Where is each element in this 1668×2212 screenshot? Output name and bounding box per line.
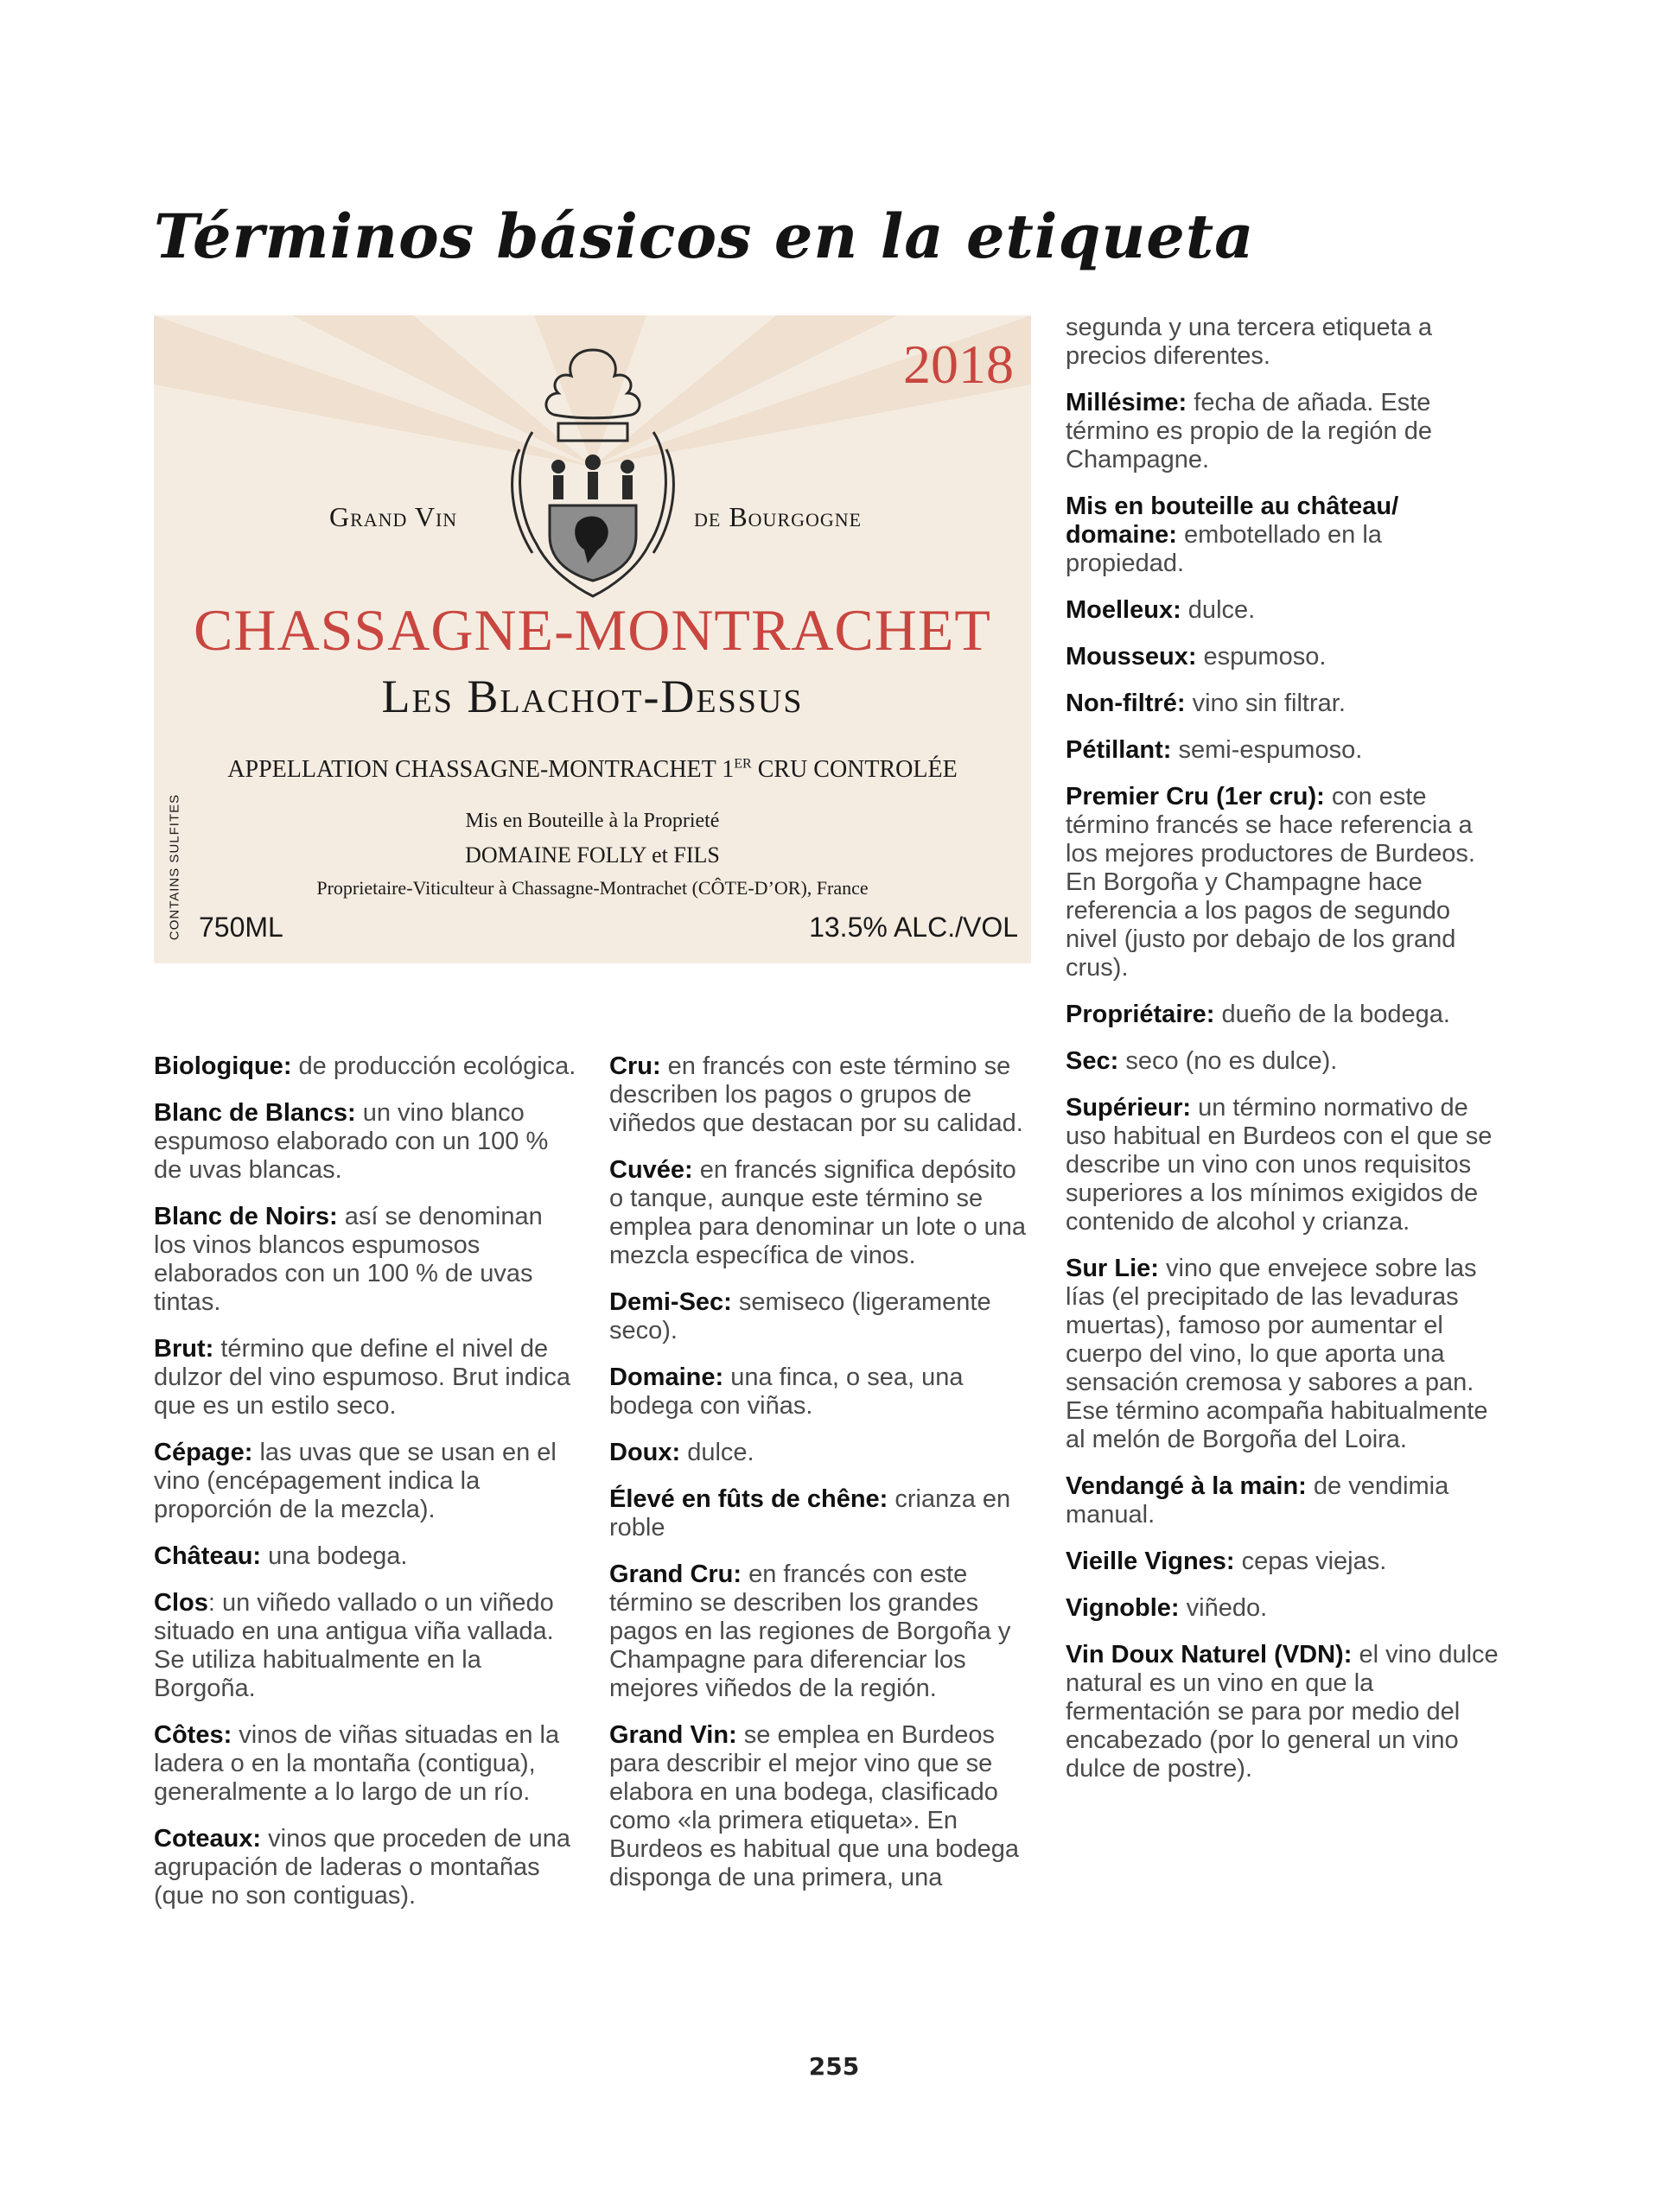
glossary-entry bbox=[154, 1335, 577, 1421]
glossary-entry bbox=[1066, 1047, 1506, 1076]
glossary-term: Demi-Sec: bbox=[609, 1288, 732, 1316]
appellation-line-end: CRU CONTROLÉE bbox=[751, 756, 958, 783]
glossary-entry bbox=[1066, 1594, 1506, 1623]
domaine-name: DOMAINE FOLLY et FILS bbox=[465, 842, 720, 868]
glossary-definition: de vendimia manual. bbox=[1066, 1472, 1449, 1529]
glossary-term: Biologique: bbox=[154, 1052, 292, 1080]
glossary-term: Mis en bouteille au château/ domaine: bbox=[1066, 493, 1399, 549]
glossary-term: Élevé en fûts de chêne: bbox=[609, 1485, 888, 1513]
glossary-entry bbox=[609, 1363, 1033, 1421]
glossary-definition: vino sin filtrar. bbox=[1185, 690, 1346, 717]
glossary-entry bbox=[609, 1485, 1033, 1542]
glossary-entry bbox=[609, 1052, 1033, 1138]
glossary-definition: una finca, o sea, una bodega con viñas. bbox=[609, 1363, 964, 1420]
owner-text: Proprietaire-Viticulteur à Chassagne-Montrachet (CÔTE-D’OR), France bbox=[316, 877, 869, 899]
climat-name: Les Blachot-Dessus bbox=[381, 671, 804, 722]
glossary-definition: vinos que proceden de una agrupación de laderas o montañas (que no son contiguas). bbox=[154, 1825, 571, 1910]
glossary-entry bbox=[154, 1589, 577, 1703]
glossary-entry bbox=[1066, 1472, 1506, 1529]
glossary-column-2 bbox=[609, 1052, 1033, 1910]
glossary-definition: vinos de viñas situadas en la ladera o en la montaña (contigua), generalmente a lo largo de un río. bbox=[154, 1721, 560, 1806]
glossary-column-1 bbox=[154, 1052, 577, 1929]
glossary-entry bbox=[609, 1721, 1033, 1892]
glossary-entry bbox=[1066, 690, 1506, 718]
glossary-term: Côtes: bbox=[154, 1721, 232, 1749]
volume-text: 750ML bbox=[199, 912, 283, 943]
glossary-definition: dulce. bbox=[680, 1439, 754, 1466]
glossary-definition: en francés con este término se describen los grandes pagos en las regiones de Borgoña y Champagne para diferenciar los mejores viñedos de la región. bbox=[609, 1560, 1011, 1702]
glossary-entry bbox=[609, 1288, 1033, 1345]
wine-label-image bbox=[154, 315, 1031, 963]
glossary-definition: seco (no es dulce). bbox=[1118, 1047, 1338, 1075]
glossary-term: Sec: bbox=[1066, 1047, 1119, 1075]
page-title: Términos básicos en la etiqueta bbox=[154, 200, 1255, 272]
glossary-term: Blanc de Noirs: bbox=[154, 1203, 338, 1230]
glossary-term: Millésime: bbox=[1066, 389, 1187, 416]
glossary-definition: dueño de la bodega. bbox=[1214, 1001, 1450, 1028]
glossary-definition: con este término francés se hace referencia a los mejores productores de Burdeos. En Borgoña y Champagne hace referencia a los pagos de segundo nivel (justo por debajo de los grand crus). bbox=[1066, 783, 1475, 982]
glossary-definition: de producción ecológica. bbox=[291, 1052, 576, 1080]
glossary-entry bbox=[609, 1439, 1033, 1467]
glossary-definition: dulce. bbox=[1181, 596, 1256, 624]
glossary-definition: en francés significa depósito o tanque, aunque este término se emplea para denominar un lote o una mezcla específica de vinos. bbox=[609, 1156, 1027, 1269]
glossary-entry bbox=[609, 1156, 1033, 1270]
glossary-entry bbox=[154, 1439, 577, 1524]
glossary-term: Supérieur: bbox=[1066, 1094, 1192, 1122]
glossary-term: Sur Lie: bbox=[1066, 1255, 1159, 1282]
appellation-line bbox=[154, 756, 1031, 784]
glossary-definition: una bodega. bbox=[261, 1542, 408, 1570]
glossary-term: Mousseux: bbox=[1066, 643, 1197, 671]
glossary-term: Moelleux: bbox=[1066, 596, 1181, 624]
glossary-term: Vieille Vignes: bbox=[1066, 1548, 1235, 1575]
glossary-term: Blanc de Blancs: bbox=[154, 1099, 356, 1127]
glossary-term: Coteaux: bbox=[154, 1825, 262, 1853]
glossary-definition: se emplea en Burdeos para describir el mejor vino que se elabora en una bodega, clasificado como «la primera etiqueta». En Burdeos es habitual que una bodega disponga de una primera, una bbox=[609, 1721, 1020, 1891]
glossary-entry bbox=[1066, 783, 1506, 982]
glossary-entry bbox=[1066, 493, 1506, 578]
glossary-definition: espumoso. bbox=[1196, 643, 1327, 671]
glossary-definition: semiseco (ligeramente seco). bbox=[609, 1288, 991, 1344]
glossary-term: Doux: bbox=[609, 1439, 681, 1466]
glossary-definition: un término normativo de uso habitual en Burdeos con el que se describe un vino con unos requisitos superiores a los mínimos exigidos de contenido de alcohol y crianza. bbox=[1066, 1094, 1493, 1236]
glossary-term: Vendangé à la main: bbox=[1066, 1472, 1307, 1500]
heraldic-crest-icon bbox=[498, 337, 688, 605]
glossary-term: Brut: bbox=[154, 1335, 214, 1363]
glossary-column-3 bbox=[1066, 314, 1506, 1802]
glossary-term: Vin Doux Naturel (VDN): bbox=[1066, 1641, 1353, 1669]
glossary-definition: término que define el nivel de dulzor del vino espumoso. Brut indica que es un estilo seco. bbox=[154, 1335, 570, 1420]
glossary-entry bbox=[154, 1203, 577, 1317]
glossary-term: Grand Vin: bbox=[609, 1721, 737, 1749]
glossary-entry bbox=[1066, 643, 1506, 671]
glossary-entry bbox=[1066, 1255, 1506, 1454]
appellation-name: CHASSAGNE-MONTRACHET bbox=[194, 597, 991, 663]
glossary-term: Premier Cru (1er cru): bbox=[1066, 783, 1325, 810]
glossary-definition: el vino dulce natural es un vino en que la fermentación se para por medio del encabezado (por lo general un vino dulce de postre). bbox=[1066, 1641, 1499, 1783]
glossary-entry bbox=[154, 1099, 577, 1185]
glossary-definition: segunda y una tercera etiqueta a precios diferentes. bbox=[1066, 314, 1433, 370]
glossary-term: Château: bbox=[154, 1542, 262, 1570]
glossary-term: Cru: bbox=[609, 1052, 661, 1080]
glossary-entry bbox=[1066, 314, 1506, 371]
glossary-entry bbox=[1066, 1094, 1506, 1236]
alcohol-text: 13.5% ALC./VOL bbox=[809, 912, 1018, 943]
de-bourgogne-text: de Bourgogne bbox=[694, 501, 863, 532]
glossary-term: Propriétaire: bbox=[1066, 1001, 1215, 1028]
glossary-definition: un vino blanco espumoso elaborado con un 100 % de uvas blancas. bbox=[154, 1099, 549, 1184]
glossary-term: Vignoble: bbox=[1066, 1594, 1180, 1622]
glossary-entry bbox=[1066, 389, 1506, 474]
bottling-text: Mis en Bouteille à la Proprieté bbox=[465, 810, 720, 832]
glossary-entry bbox=[1066, 736, 1506, 765]
glossary-entry bbox=[1066, 1641, 1506, 1783]
glossary-term: Clos bbox=[154, 1589, 208, 1617]
glossary-term: Cépage: bbox=[154, 1439, 253, 1466]
glossary-entry bbox=[1066, 1548, 1506, 1576]
glossary-entry bbox=[154, 1825, 577, 1910]
page-number: 255 bbox=[808, 2052, 860, 2081]
glossary-definition: vino que envejece sobre las lías (el precipitado de las levaduras muertas), famoso por aumentar el cuerpo del vino, lo que aporta una sensación cremosa y sabores a pan. Ese término acompaña habitualmente al melón de Borgoña del Loira. bbox=[1066, 1255, 1488, 1453]
glossary-definition: embotellado en la propiedad. bbox=[1066, 521, 1382, 577]
glossary-definition: en francés con este término se describen los pagos o grupos de viñedos que destacan por su calidad. bbox=[609, 1052, 1023, 1137]
appellation-line-sup: ER bbox=[734, 756, 752, 772]
sulfites-text: CONTAINS SULFITES bbox=[167, 793, 182, 941]
glossary-definition: las uvas que se usan en el vino (encépagement indica la proporción de la mezcla). bbox=[154, 1439, 557, 1523]
vintage-year: 2018 bbox=[903, 334, 1014, 395]
glossary-entry bbox=[1066, 1001, 1506, 1029]
glossary-definition: así se denominan los vinos blancos espumosos elaborados con un 100 % de uvas tintas. bbox=[154, 1203, 543, 1316]
grand-vin-text: Grand Vin bbox=[329, 501, 458, 532]
glossary-entry bbox=[154, 1542, 577, 1571]
glossary-definition: : un viñedo vallado o un viñedo situado en una antigua viña vallada. Se utiliza habitualmente en la Borgoña. bbox=[154, 1589, 554, 1702]
glossary-definition: fecha de añada. Este término es propio de la región de Champagne. bbox=[1066, 389, 1432, 474]
glossary-term: Grand Cru: bbox=[609, 1560, 742, 1588]
glossary-term: Domaine: bbox=[609, 1363, 724, 1391]
glossary-term: Cuvée: bbox=[609, 1156, 693, 1184]
glossary-term: Pétillant: bbox=[1066, 736, 1172, 764]
glossary-entry bbox=[154, 1721, 577, 1807]
glossary-entry bbox=[609, 1560, 1033, 1703]
appellation-line-start: APPELLATION CHASSAGNE-MONTRACHET 1 bbox=[227, 756, 735, 783]
glossary-definition: cepas viejas. bbox=[1234, 1548, 1387, 1575]
glossary-entry bbox=[154, 1052, 577, 1081]
glossary-definition: viñedo. bbox=[1179, 1594, 1268, 1622]
glossary-definition: crianza en roble bbox=[609, 1485, 1011, 1541]
glossary-term: Non-filtré: bbox=[1066, 690, 1186, 717]
glossary-definition: semi-espumoso. bbox=[1171, 736, 1363, 764]
glossary-entry bbox=[1066, 596, 1506, 625]
